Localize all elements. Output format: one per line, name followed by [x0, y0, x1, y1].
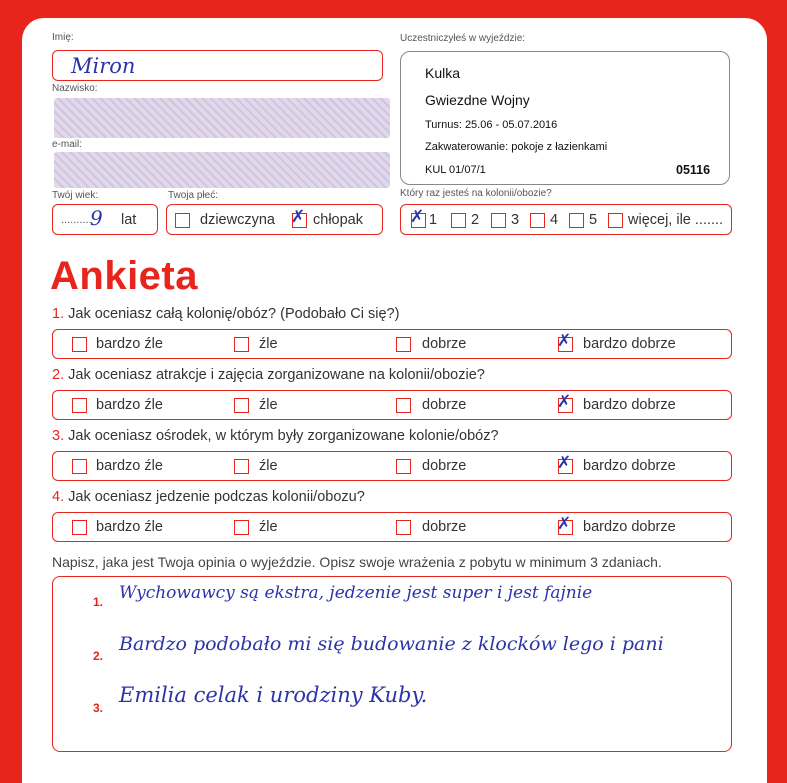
- age-unit: lat: [121, 212, 137, 228]
- ticket-number: 05116: [676, 163, 711, 177]
- q3-option-dobrze-checkbox[interactable]: [396, 459, 411, 474]
- question-number: 1.: [52, 306, 65, 322]
- trip-ticket: [400, 51, 730, 185]
- option-label: bardzo dobrze: [583, 519, 676, 535]
- which-time-more-checkbox[interactable]: [608, 213, 623, 228]
- option-label: dobrze: [422, 519, 467, 535]
- option-label: bardzo źle: [96, 458, 163, 474]
- q2-option-zle-checkbox[interactable]: [234, 398, 249, 413]
- which-time-1-checkbox[interactable]: [410, 207, 426, 228]
- option-label: bardzo dobrze: [583, 336, 676, 352]
- surname-label: Nazwisko:: [52, 83, 98, 94]
- ticket-turnus: Turnus: 25.06 - 05.07.2016: [425, 119, 558, 131]
- option-label: źle: [259, 397, 278, 413]
- ticket-code: KUL 01/07/1: [425, 164, 486, 176]
- ticket-line-2: Gwiezdne Wojny: [425, 92, 530, 108]
- name-value: Miron: [71, 54, 136, 78]
- question-2: [52, 367, 485, 383]
- checkmark-x-icon: ✗: [291, 207, 306, 227]
- option-label: dobrze: [422, 397, 467, 413]
- question-text: Jak oceniasz ośrodek, w którym były zorganizowane kolonie/obóz?: [68, 428, 499, 444]
- q3-option-bardzo-dobrze-checkbox[interactable]: [557, 453, 573, 474]
- option-label: źle: [259, 519, 278, 535]
- which-time-3-checkbox[interactable]: [491, 213, 506, 228]
- question-text: Jak oceniasz całą kolonię/obóz? (Podobało Ci się?): [68, 306, 400, 322]
- page-title: Ankieta: [50, 254, 198, 298]
- answer-number: 3.: [93, 701, 104, 715]
- gender-girl-label: dziewczyna: [200, 212, 275, 228]
- q2-option-bardzo-zle-checkbox[interactable]: [72, 398, 87, 413]
- name-label: Imię:: [52, 32, 74, 43]
- question-number: 4.: [52, 489, 65, 505]
- which-time-5-label: 5: [589, 212, 598, 228]
- name-field[interactable]: [52, 50, 383, 81]
- age-field[interactable]: [52, 204, 158, 235]
- q2-option-bardzo-dobrze-checkbox[interactable]: [557, 392, 573, 413]
- gender-girl-checkbox[interactable]: [175, 213, 190, 228]
- q1-option-dobrze-checkbox[interactable]: [396, 337, 411, 352]
- ticket-line-1: Kulka: [425, 65, 461, 81]
- opinion-answer-1: Wychowawcy są ekstra, jedzenie jest super i jest fajnie: [119, 583, 593, 603]
- answer-row-4: [52, 512, 732, 542]
- opinion-box[interactable]: [52, 576, 732, 752]
- gender-label: Twoja płeć:: [168, 190, 219, 201]
- checkmark-x-icon: ✗: [557, 514, 572, 534]
- trip-label: Uczestniczyłeś w wyjeździe:: [400, 33, 526, 44]
- answer-row-2: [52, 390, 732, 420]
- q1-option-zle-checkbox[interactable]: [234, 337, 249, 352]
- opinion-prompt: Napisz, jaka jest Twoja opinia o wyjeździe. Opisz swoje wrażenia z pobytu w minimum 3 zdaniach.: [52, 554, 662, 570]
- q4-option-bardzo-zle-checkbox[interactable]: [72, 520, 87, 535]
- q1-option-bardzo-dobrze-checkbox[interactable]: [557, 331, 573, 352]
- q3-option-zle-checkbox[interactable]: [234, 459, 249, 474]
- q3-option-bardzo-zle-checkbox[interactable]: [72, 459, 87, 474]
- age-value: 9: [90, 206, 103, 230]
- option-label: bardzo źle: [96, 397, 163, 413]
- answer-number: 1.: [93, 595, 104, 609]
- question-number: 2.: [52, 367, 65, 383]
- gender-boy-checkbox[interactable]: [291, 207, 307, 228]
- answer-row-3: [52, 451, 732, 481]
- question-text: Jak oceniasz atrakcje i zajęcia zorganizowane na kolonii/obozie?: [68, 367, 485, 383]
- ticket-accommodation: Zakwaterowanie: pokoje z łazienkami: [425, 141, 608, 153]
- age-label: Twój wiek:: [52, 190, 99, 201]
- question-text: Jak oceniasz jedzenie podczas kolonii/obozu?: [68, 489, 365, 505]
- checkmark-x-icon: ✗: [557, 392, 572, 412]
- q2-option-dobrze-checkbox[interactable]: [396, 398, 411, 413]
- q4-option-bardzo-dobrze-checkbox[interactable]: [557, 514, 573, 535]
- which-time-1-label: 1: [429, 212, 438, 228]
- email-label: e-mail:: [52, 139, 83, 150]
- question-4: [52, 489, 365, 505]
- which-time-4-checkbox[interactable]: [530, 213, 545, 228]
- option-label: dobrze: [422, 458, 467, 474]
- q4-option-zle-checkbox[interactable]: [234, 520, 249, 535]
- checkmark-x-icon: ✗: [410, 207, 425, 227]
- which-time-2-label: 2: [471, 212, 480, 228]
- option-label: bardzo źle: [96, 519, 163, 535]
- email-redacted: [54, 152, 390, 188]
- which-time-5-checkbox[interactable]: [569, 213, 584, 228]
- option-label: źle: [259, 458, 278, 474]
- survey-sheet: [22, 18, 767, 783]
- option-label: bardzo dobrze: [583, 458, 676, 474]
- gender-boy-label: chłopak: [313, 212, 363, 228]
- answer-number: 2.: [93, 649, 104, 663]
- which-time-field: [400, 204, 732, 235]
- question-1: [52, 306, 399, 322]
- option-label: dobrze: [422, 336, 467, 352]
- question-3: [52, 428, 499, 444]
- which-time-2-checkbox[interactable]: [451, 213, 466, 228]
- opinion-answer-3: Emilia celak i urodziny Kuby.: [119, 683, 428, 707]
- checkmark-x-icon: ✗: [557, 331, 572, 351]
- option-label: źle: [259, 336, 278, 352]
- answer-row-1: [52, 329, 732, 359]
- opinion-answer-2: Bardzo podobało mi się budowanie z klocków lego i pani: [119, 633, 664, 655]
- question-number: 3.: [52, 428, 65, 444]
- option-label: bardzo dobrze: [583, 397, 676, 413]
- which-time-label: Który raz jesteś na kolonii/obozie?: [400, 188, 552, 199]
- gender-field: [166, 204, 383, 235]
- which-time-more-label: więcej, ile .......: [628, 212, 724, 228]
- age-dots: ..........: [61, 214, 92, 226]
- which-time-4-label: 4: [550, 212, 559, 228]
- option-label: bardzo źle: [96, 336, 163, 352]
- q1-option-bardzo-zle-checkbox[interactable]: [72, 337, 87, 352]
- which-time-3-label: 3: [511, 212, 520, 228]
- surname-redacted: [54, 98, 390, 138]
- q4-option-dobrze-checkbox[interactable]: [396, 520, 411, 535]
- checkmark-x-icon: ✗: [557, 453, 572, 473]
